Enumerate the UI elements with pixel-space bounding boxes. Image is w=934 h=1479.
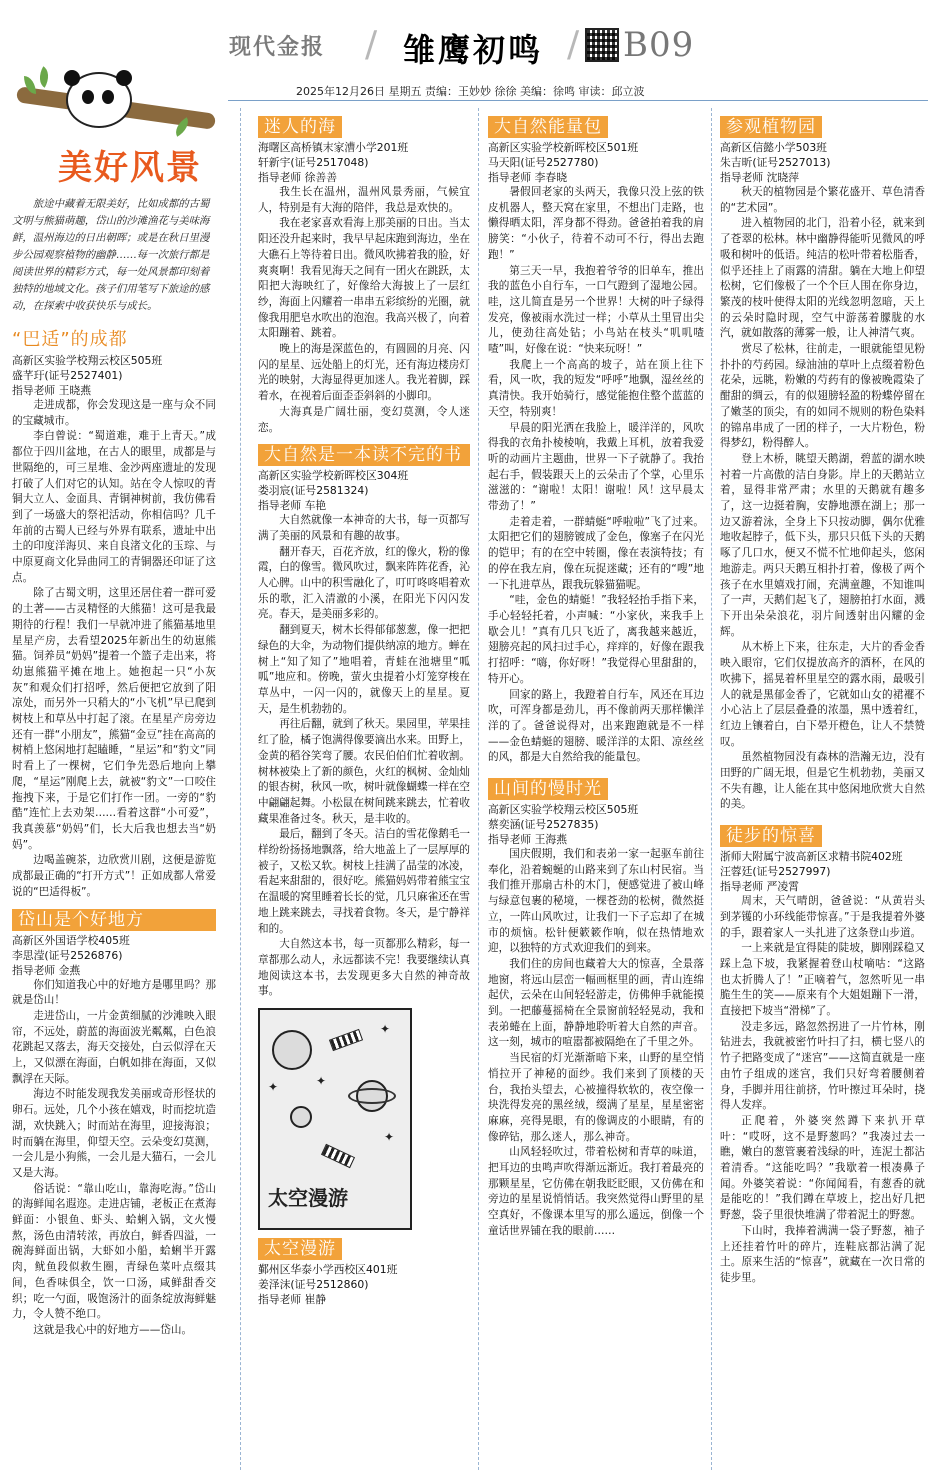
author-name: 马天阳(证号2527780) [488, 156, 599, 169]
author-name: 蔡奕涵(证号2527835) [488, 818, 599, 832]
paragraph: 这就是我心中的好地方——岱山。 [33, 1323, 193, 1336]
paragraph: 大自然这本书，每一页都那么精彩，每一章都那么动人，永远都读不完！我要继续认真地阅读这本书，去发现更多大自然的神奇故事。 [258, 938, 470, 998]
paragraph: 李白曾说：“蜀道难，难于上青天。”成都位于四川盆地，在古人的眼里，成都是与世隔绝的，可三星堆、金沙两座遗址的发现打破了人们对它的认知。站在令人惊叹的青铜大立人、金面具、青铜神树前，我仿佛看到了一场盛大的祭祀活动，你相信吗？几千年前的古蜀人已经与外界有联系，遗址中出土的印度洋海贝、来自良渚文化的玉琮、与中原夏商文化异曲同工的青铜器还印证了这点。 [12, 430, 216, 584]
intro-text: 旅途中藏着无限美好，比如成都的古蜀文明与熊猫萌趣，岱山的沙滩渔花与美味海鲜，温州海边的日出朝晖；或是在秋日里漫步公园观察植物的幽静……每一次旅行都是阅读世界的精彩方式，每一处风景都印刻着独特的地域文化。孩子们用笔写下旅途的感动，在探索中收获快乐与成长。 [12, 198, 210, 312]
teacher-name: 指导老师 王晓燕 [12, 384, 92, 397]
satellite-icon [329, 1029, 363, 1051]
paragraph: 从木桥上下来，往东走，大片的香金香映入眼帘，它们仅提放高齐的酒杯，在风的吹拂下，摇晃着杯里星空的露水雨，最吸引人的就是黑郁金香了，它就如山女的裙襬不小心沾上了层层叠叠的浓墨，黑中透着红，红边上镶着白，白下晕开橙色，让人不禁赞叹。 [720, 641, 925, 748]
planet-ring [348, 1088, 396, 1104]
column-4 [720, 112, 925, 1295]
paragraph: 走进岱山，一片金黄细腻的沙滩映入眼帘，不远处，蔚蓝的海面波光粼粼，白色浪花跳起又落去，海天交接处，白云似浮在天上，又似漂在海面，白帆如排在海面，又似飘浮在天际。 [12, 1009, 216, 1085]
author-school: 高新区信懿小学503班 [720, 141, 827, 154]
article-body [720, 894, 925, 1287]
column-divider [240, 108, 241, 1470]
page-title: 雏鹰初鸣 [403, 31, 544, 69]
article [488, 774, 704, 1240]
paragraph: 我在老家喜欢看海上那美丽的日出。当太阳还没升起来时，我早早起床跑到海边，坐在大礁石上等待着日出。微风吹拂着我的脸，好爽爽啊！我看见海天之间有一团火在跳跃，太阳把大海映红了，好像给大海披上了一层红纱，海面上闪耀着一串串五彩缤纷的光圈，就像我用肥皂水吹出的泡泡。我高兴极了，向着太阳蹦着、跳着。 [258, 217, 470, 340]
column-logo-title: 美好风景 [58, 148, 202, 188]
paragraph: 暑假回老家的头两天，我像只没上弦的铁皮机器人，整天窝在家里，不想出门走路，也懒得晒太阳，浑身都不得劲。爸爸拍着我的肩膀笑：“小伙子，待着不动可不行，得出去跑跑！” [488, 186, 704, 261]
article-title: 太空漫游 [258, 1238, 342, 1260]
paragraph: 最后，翻到了冬天。洁白的雪花像鹅毛一样纷纷扬扬地飘落，给大地盖上了一层厚厚的被子，又松又软。树枝上挂满了晶莹的冰凌，看起来甜甜的，很好吃。熊猫妈妈带着熊宝宝在温暖的窝里睡着长长的觉，几只麻雀还在雪地上跳来跳去，寻找着食物。冬天，是宁静祥和的。 [258, 828, 470, 935]
paragraph: 当民宿的灯光渐渐暗下来，山野的星空悄悄拉开了神秘的面纱。我们来到了顶楼的天台，我抬头望去，心被撞得软软的，夜空像一块洗得发亮的黑丝绒，缀满了星星，星星密密麻麻，亮得晃眼，有的像调皮的小眼睛，有的像碎钻，那么迷人，那么神奇。 [488, 1052, 704, 1143]
author-school: 高新区实验学校翔云校区505班 [12, 354, 163, 367]
paragraph: 我生长在温州，温州风景秀丽，气候宜人，特别是有大海的陪伴，我总是欢快的。 [258, 186, 470, 214]
paragraph: 走进成都，你会发现这是一座与众不同的宝藏城市。 [12, 399, 216, 427]
column-divider [478, 108, 479, 1470]
article [720, 821, 925, 1287]
column-divider [711, 108, 712, 1470]
article-body [720, 185, 925, 813]
star-icon: ✦ [384, 1130, 395, 1145]
paragraph: 虽然植物园没有森林的浩瀚无边，没有田野的广阔无垠，但是它生机勃勃，美丽又不失有趣，让人能在其中悠闲地欣赏大自然的美。 [720, 751, 925, 811]
teacher-name: 指导老师 车艳 [258, 499, 327, 513]
drawing-caption: 太空漫游 [268, 1186, 348, 1211]
article-body [12, 978, 216, 1339]
teacher-name: 指导老师 崔静 [258, 1293, 327, 1307]
paragraph: 一上来就是宜得陡的陡坡，脚刚踩稳又踩上急下坡，我紧握着登山杖嘀咕：“这路也太折腾人了！”正嘀着气，忽然听见一串脆生生的笑——原来有个大姐姐蹦下一滑，直接把下坡当“滑梯”了。 [720, 942, 925, 1018]
paragraph: 没走多远，路忽然拐进了一片竹林，刚钻进去，我就被密竹叶扫了扫，横七竖八的竹子把路变成了“迷宫”——这简直就是一座由竹子组成的迷宫，我们只好弯着腰侧着身，手脚并用往前挤，竹叶擦过耳朵时，挠得人发痒。 [720, 1020, 925, 1112]
paragraph: 你们知道我心中的好地方是哪里吗？那就是岱山！ [12, 978, 216, 1007]
article-title: 山间的慢时光 [488, 778, 608, 800]
author-name: 盛芊玗(证号2527401) [12, 369, 123, 382]
paragraph: 走着走着，一群蜻蜓“呼啦啦”飞了过来。太阳把它们的翅膀镀成了金色，像塞子在闪光的铠甲；有的在空中转圈，像在表演特技；有的停在我左肩，像在玩捉迷藏；还有的“嗖”地一下扎进草丛，跟我玩躲猫猫呢。 [488, 515, 704, 591]
masthead-divider: / [365, 24, 378, 65]
paragraph: 再往后翻，就到了秋天。果园里，苹果挂红了脸，橘子饱满得像要滴出水来。田野上，金黄的稻谷笑弯了腰。农民伯伯们忙着收割。树林被染上了新的颜色，火红的枫树、金灿灿的银杏树，秋风一吹，树叶就像蝴蝶一样在空中翩翩起舞。小松鼠在树间跳来跳去，忙着收藏果准备过冬。秋天，是丰收的。 [258, 718, 470, 825]
column-logo [6, 62, 226, 188]
author-school: 浙师大附属宁波高新区求精书院402班 [720, 850, 903, 864]
paragraph: 赏尽了松林，往前走，一眼就能望见粉扑扑的芍药园。绿油油的草叶上点缀着粉色花朵，远眺，粉嫩的芍药有的像被晚霞染了酣甜的绸云，有的似翅膀轻盈的粉蝶停留在了嫩茎的顶尖，有的如同不规则的粉色染料的锦帛串成了一团的样子，一大片粉色，粉得梦幻，粉得醉人。 [720, 343, 925, 450]
paragraph: 俗话说：“靠山吃山，靠海吃海。”岱山的海鲜闻名遐迩。走进店铺，老板正在煮海鲜面：小银鱼、虾头、蛤蜊入锅，文火慢熬，汤色由清转浓，再放白，鲜香四溢，一碗海鲜面出锅，大虾如小船，蛤蜊半开露肉，鱿鱼段似救生圈，青绿色菜叶点缀其间，色香味俱全，饮一口汤，咸鲜甜香交织；吃一勺面，吸饱汤汁的面条绽放海鲜魅力，令人赞不绝口。 [12, 1182, 216, 1321]
panda-eye [102, 90, 114, 104]
teacher-name: 指导老师 严凌霄 [720, 880, 800, 894]
paragraph: 除了古蜀文明，这里还居住着一群可爱的土著——古灵精怪的大熊猫！这可是我最期待的行程！我们一早就冲进了熊猫基地里星星产房，去看望2025年新出生的幼崽熊猫。饲养员“奶妈”提着一个篮子走出来，将幼崽熊猫平摊在地上。她抱起一只“小灰灰”和观众们打招呼，然后便把它放到了阳凉处，而另外一只稍大的“小飞机”早已爬到树枝上和草丛中打起了滚。在星星产房旁边还有一群“小朋友”，熊猫“金豆”挂在高高的树梢上悠闲地打起瞌睡，“星运”和“豹文”同时看上了一棵树，它们争先恐后地向上攀爬，“星运”刚爬上去，就被“豹文”一口咬住拖拽下来，于是它们打作一团。一旁的“豹酷”连忙上去劝架……看着这群“小可爱”，我真羡慕“奶妈”们，长大后我也想去当“奶妈”。 [12, 587, 216, 851]
teacher-name: 指导老师 王海燕 [488, 833, 568, 847]
star-icon: ✦ [316, 1074, 327, 1089]
article [12, 325, 216, 901]
author-name: 娄羽宸(证号2581324) [258, 484, 369, 498]
teacher-name: 指导老师 李春晓 [488, 171, 568, 184]
paragraph: 国庆假期，我们和表弟一家一起驱车前往奉化，沿着蜿蜒的山路来到了东山村民宿。当我们推开那扇古朴的木门，便感觉进了被山峰与绿意包裹的秘境，一棵苍劲的松树，微然挺立，一阵山风吹过，让我们一下子忘却了在城市的烦恼。松针便簌簌作响，似在热情地欢迎，以独特的方式欢迎我们的到来。 [488, 848, 704, 955]
article [720, 112, 925, 813]
article-title: 大自然能量包 [488, 116, 608, 138]
article [258, 112, 470, 436]
author-school: 高新区实验学校翔云校区505班 [488, 803, 639, 817]
paragraph: 海边不时能发现我发美丽或奇形怪状的卵石。远处，几个小孩在嬉戏，时而挖坑造湖，欢快跳入；时而站在海里，迎接海浪；时而躺在海里，仰望天空。云朵变幻莫测，一会儿是小狗熊，一会儿是大猫石，一会儿又是大海。 [12, 1088, 216, 1179]
article-body [258, 513, 470, 1000]
panda-ear [64, 70, 80, 86]
paragraph: 登上木桥，眺望天鹅湖，碧蓝的湖水映衬着一片高傲的洁白身影。岸上的天鹅站立着，显得非常严肃；水里的天鹅就有趣多了，这一边挺着胸，安静地漂在湖上；那一边又游着泳，全身上下只按动脚，偶尔优雅地收起脖子，低下头，那只只低下头的天鹅啄了几口水，便又不慌不忙地仰起头，悠闲地游走。两只天鹅互相扑打着，像极了两个孩子在水里嬉戏打闹，充满童趣，不知谁叫了一声，天鹅们起飞了，翅膀拍打水面，溅下开出朵朵浪花，羽片间透射出闪耀的金辉。 [720, 452, 925, 638]
paragraph: 下山时，我捧着满满一袋子野葱，袖子上还挂着竹叶的碎片，连鞋底都沾满了泥土。原来生活的“惊喜”，就藏在一次日常的徒步里。 [720, 1224, 925, 1284]
paragraph: 晚上的海是深蓝色的，有圆圆的月亮、闪闪的星星、远处船上的灯光，还有海边楼房灯光的映射，大海显得更加迷人。我光着脚，踩着水，在视着后面歪歪斜斜的小脚印。 [258, 343, 470, 403]
panda-ear [116, 70, 132, 86]
teacher-name: 指导老师 沈晓萍 [720, 171, 800, 184]
satellite-icon [321, 1144, 355, 1168]
column-1 [12, 196, 216, 1347]
paragraph: 我爬上一个高高的坡子，站在顶上往下看，风一吹，我的短发“呼呼”地飘，湿丝丝的真清快。我开始骑行，感觉能抱住整个蓝蓝的天空，特别爽！ [488, 358, 704, 418]
article-body [258, 185, 470, 436]
article-title: “巴适”的成都 [12, 329, 128, 350]
leaf-icon [34, 66, 53, 88]
article [12, 909, 216, 1339]
panda-icon [66, 72, 132, 128]
paragraph: 周末，天气晴朗，爸爸说：“从黄岩头到茅镬的小环线能带惊喜。”于是我提着外婆的手，跟着家人一头扎进了这条登山步道。 [720, 895, 925, 939]
author-name: 李思滢(证号2526876) [12, 948, 123, 962]
article-body [12, 398, 216, 901]
paragraph: 回家的路上，我蹬着自行车，风还在耳边吹，可浑身都是劲儿，再不像前两天那样懒洋洋的了。爸爸说得对，出来跑跑就是不一样——金色蜻蜓的翅膀、暖洋洋的太阳、凉丝丝的风，都是大自然给我的能量包。 [488, 688, 704, 764]
column-3 [488, 112, 704, 1248]
article-title: 徒步的惊喜 [720, 825, 822, 847]
teacher-name: 指导老师 徐善善 [258, 171, 338, 184]
author-school: 高新区实验学校新晖校区304班 [258, 469, 409, 483]
author-name: 朱吉昕(证号2527013) [720, 156, 831, 169]
teacher-name: 指导老师 金燕 [12, 963, 81, 977]
star-icon: ✦ [268, 1080, 279, 1095]
author-school: 高新区外国语学校405班 [12, 933, 130, 947]
paragraph: 秋天的植物园是个繁花盛开、草色清香的“艺术园”。 [720, 186, 925, 214]
newspaper-name: 现代金报 [229, 34, 326, 60]
paragraph: 大自然就像一本神奇的大书，每一页都写满了美丽的风景和有趣的故事。 [258, 514, 470, 542]
paragraph: 进入植物园的北门，沿着小径，就来到了苍翠的松林。林中幽静得能听见微风的呼吸和树叶的低语。纯洁的松叶带着松脂香，似乎还挂上了雨露的清甜。躺在大地上仰望松树，它们像极了一个个巨人围在你身边，繁茂的枝叶使得太阳的光线忽明忽暗，天上的云朵时隐时现，空气中游荡着朦胧的水汽，就如散落的薄雾一般，让人神清气爽。 [720, 217, 925, 340]
paragraph: 翻开春天，百花齐放，红的像火，粉的像霞，白的像雪。微风吹过，飘来阵阵花香，沁人心脾。山中的积雪融化了，叮叮咚咚唱着欢乐的歌，汇入清澈的小溪，在阳光下闪闪发亮。春天，是美丽多彩的。 [258, 545, 470, 621]
page-number: B09 [623, 25, 695, 65]
panda-eye [82, 90, 94, 104]
masthead [225, 22, 925, 74]
paragraph: 早晨的阳光洒在我脸上，暖洋洋的，风吹得我的衣角扑棱棱响，我戴上耳机，放着我爱听的动画片主题曲，世界一下子就静了。我抬起右手，假装跟天上的云朵击了个掌，心里乐滋滋的：“谢啦！太阳！谢啦！风！这早晨太带劲了！” [488, 421, 704, 513]
author-school: 鄞州区华泰小学西校区401班 [258, 1263, 398, 1277]
qr-code-icon [585, 28, 619, 62]
author-name: 汪蓉廷(证号2527997) [720, 865, 831, 879]
top-rule [228, 100, 928, 101]
paragraph: 正爬着，外婆突然蹲下来扒开草叶：“哎呀，这不是野葱吗？”我凑过去一瞧，嫩白的葱管裹着浅绿的叶，连泥土都沾着清香。“这能吃吗？”我歇着一根凑鼻子闻。外婆笑着说：“你闻闻看，有葱香的就是能吃的！”我们蹲在草坡上，挖出好几把野葱，袋子里很快堆满了带着泥土的野葱。 [720, 1114, 925, 1222]
editor-info-line: 2025年12月26日 星期五 责编：王妙妙 徐徐 美编：徐鸣 审读：邱立波 [296, 85, 645, 98]
planet-icon [290, 1106, 312, 1128]
paragraph: “哇，金色的蜻蜓！”我轻轻抬手指下来，手心轻轻托着，小声喊：“小家伙，来我手上歇会儿！”真有几只飞近了，离我越来越近，翅膀亮起的风扫过手心，痒痒的，好像在跟我打招呼：“嗨，你好呀！”我觉得心里甜甜的，特开心。 [488, 594, 704, 685]
masthead-divider: / [567, 24, 580, 65]
article [258, 444, 470, 1000]
author-school: 高新区实验学校新晖校区501班 [488, 141, 639, 154]
article [488, 112, 704, 766]
author-school: 海曙区高桥镇末家漕小学201班 [258, 141, 409, 154]
article-title: 岱山是个好地方 [12, 909, 216, 931]
article-title: 迷人的海 [258, 116, 342, 138]
author-name: 轩新宇(证号2517048) [258, 156, 369, 169]
paragraph: 我们住的房间也藏着大大的惊喜，全景落地窗，将远山层峦一幅画框里的画，青山连绵起伏，云朵在山间轻轻游走，仿佛伸手就能摸到。一把藤蔓摇椅在全景窗前轻轻晃动，我和表弟蜷在上面，静静地聆听着大自然的声音。这一刻，城市的喧嚣都被隔绝在了千里之外。 [488, 957, 704, 1049]
article-title: 大自然是一本读不完的书 [258, 444, 470, 466]
star-icon: ✦ [380, 1022, 391, 1037]
author-name: 姜泽沫(证号2512860) [258, 1278, 369, 1292]
article-title: 参观植物园 [720, 116, 822, 138]
article-body [488, 185, 704, 766]
paragraph: 第三天一早，我抱着爷爷的旧单车，推出我的蓝色小自行车，一口气蹬到了湿地公园。哇，这儿简直是另一个世界！大树的叶子绿得发亮，像被雨水洗过一样；小草从土里冒出尖儿，使劲往高处钻；小鸟站在枝头“叽叽喳喳”叫，好像在说：“快来玩呀！” [488, 264, 704, 356]
column-2 [258, 112, 470, 1315]
article [258, 1008, 470, 1307]
paragraph: 大海真是广阔壮丽，变幻莫测，令人迷恋。 [258, 405, 470, 434]
planet-icon [272, 1030, 312, 1070]
article-body [488, 847, 704, 1240]
paragraph: 翻到夏天，树木长得郁郁葱葱，像一把把绿色的大伞，为动物们提供纳凉的地方。蝉在树上“知了知了”地唱着，青蛙在池塘里“呱呱”地应和。傍晚，萤火虫提着小灯笼穿梭在草丛中，一闪一闪的，就像天上的星星。夏天，是生机勃勃的。 [258, 624, 470, 715]
paragraph: 边喝盖碗茶，边欣赏川剧，这便是游览成都最正确的“打开方式”！正如成都人常爱说的“巴适得板”。 [12, 854, 216, 898]
paragraph: 山风轻轻吹过，带着松树和青草的味道，把耳边的虫鸣声吹得渐远渐近。我打着最亮的那颗星星，它仿佛在朝我眨眨眼，又仿佛在和旁边的星星说悄悄话。我突然觉得山野里的星空真好，不像课本里写的那么遥远，倒像一个童话世界铺在我的眼前…… [488, 1146, 704, 1237]
space-drawing [258, 1008, 412, 1230]
